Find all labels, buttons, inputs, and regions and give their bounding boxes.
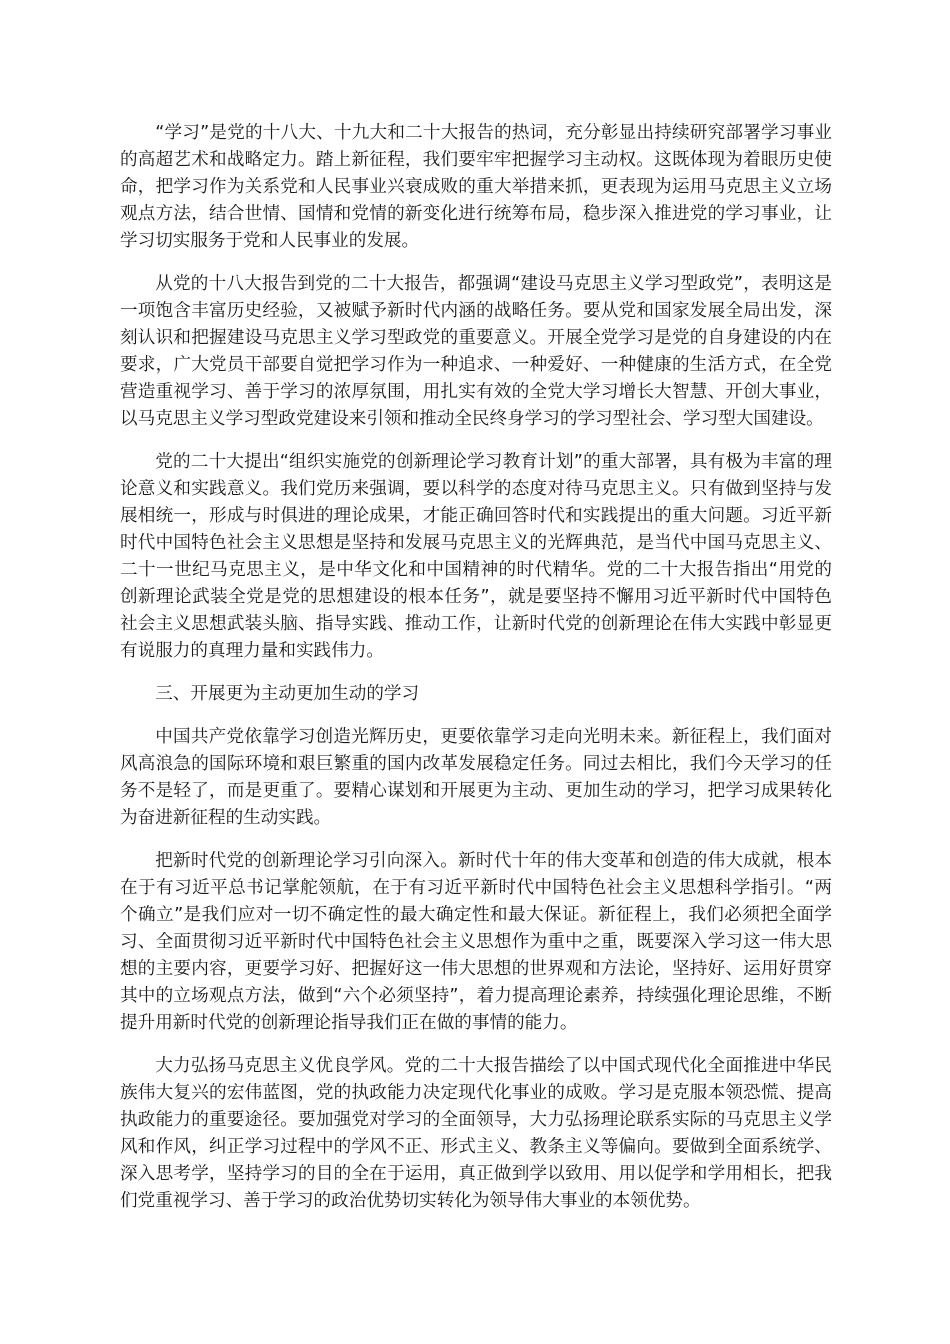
paragraph-2: 从党的十八大报告到党的二十大报告，都强调“建设马克思主义学习型政党”，表明这是一项饱含丰富历史经验，又被赋予新时代内涵的战略任务。要从党和国家发展全局出发，深刻认识和把握建设马克思主义学习型政党的重要意义。开展全党学习是党的自身建设的内在要求，广大党员干部要自觉把学习作为一种追求、一种爱好、一种健康的生活方式，在全党营造重视学习、善于学习的浓厚氛围，用扎实有效的全党大学习增长大智慧、开创大事业，以马克思主义学习型政党建设来引领和推动全民终身学习的学习型社会、学习型大国建设。 <box>120 274 832 429</box>
paragraph-3: 党的二十大提出“组织实施党的创新理论学习教育计划”的重大部署，具有极为丰富的理论意义和实践意义。我们党历来强调，要以科学的态度对待马克思主义。只有做到坚持与发展相统一，形成与时俱进的理论成果，才能正确回答时代和实践提出的重大问题。习近平新时代中国特色社会主义思想是坚持和发展马克思主义的光辉典范，是当代中国马克思主义、二十一世纪马克思主义，是中华文化和中国精神的时代精华。党的二十大报告指出“用党的创新理论武装全党是党的思想建设的根本任务”，就是要坚持不懈用习近平新时代中国特色社会主义思想武装头脑、指导实践、推动工作，让新时代党的创新理论在伟大实践中彰显更有说服力的真理力量和实践伟力。 <box>120 452 832 661</box>
paragraph-1: “学习”是党的十八大、十九大和二十大报告的热词，充分彰显出持续研究部署学习事业的高超艺术和战略定力。踏上新征程，我们要牢牢把握学习主动权。这既体现为着眼历史使命，把学习作为关系党和人民事业兴衰成败的重大举措来抓，更表现为运用马克思主义立场观点方法，结合世情、国情和党情的新变化进行统筹布局，稳步深入推进党的学习事业，让学习切实服务于党和人民事业的发展。 <box>120 123 832 251</box>
section-paragraph-3: 大力弘扬马克思主义优良学风。党的二十大报告描绘了以中国式现代化全面推进中华民族伟大复兴的宏伟蓝图，党的执政能力决定现代化事业的成败。学习是克服本领恐慌、提高执政能力的重要途径。要加强党对学习的全面领导，大力弘扬理论联系实际的马克思主义学风和作风，纠正学习过程中的学风不正、形式主义、教条主义等偏向。要做到全面系统学、深入思考学，坚持学习的目的全在于运用，真正做到学以致用、用以促学和学用相长，把我们党重视学习、善于学习的政治优势切实转化为领导伟大事业的本领优势。 <box>120 1056 832 1211</box>
section-paragraph-2: 把新时代党的创新理论学习引向深入。新时代十年的伟大变革和创造的伟大成就，根本在于有习近平总书记掌舵领航，在于有习近平新时代中国特色社会主义思想科学指引。“两个确立”是我们应对一切不确定性的最大确定性和最大保证。新征程上，我们必须把全面学习、全面贯彻习近平新时代中国特色社会主义思想作为重中之重，既要深入学习这一伟大思想的主要内容，更要学习好、把握好这一伟大思想的世界观和方法论，坚持好、运用好贯穿其中的立场观点方法，做到“六个必须坚持”，着力提高理论素养，持续强化理论思维，不断提升用新时代党的创新理论指导我们正在做的事情的能力。 <box>120 851 832 1033</box>
document-page <box>120 120 832 1231</box>
section-heading: 三、开展更为主动更加生动的学习 <box>155 684 420 704</box>
section-paragraph-1: 中国共产党依靠学习创造光辉历史，更要依靠学习走向光明未来。新征程上，我们面对风高浪急的国际环境和艰巨繁重的国内改革发展稳定任务。同过去相比，我们今天学习的任务不是轻了，而是更重了。要精心谋划和开展更为主动、更加生动的学习，把学习成果转化为奋进新征程的生动实践。 <box>120 727 832 828</box>
